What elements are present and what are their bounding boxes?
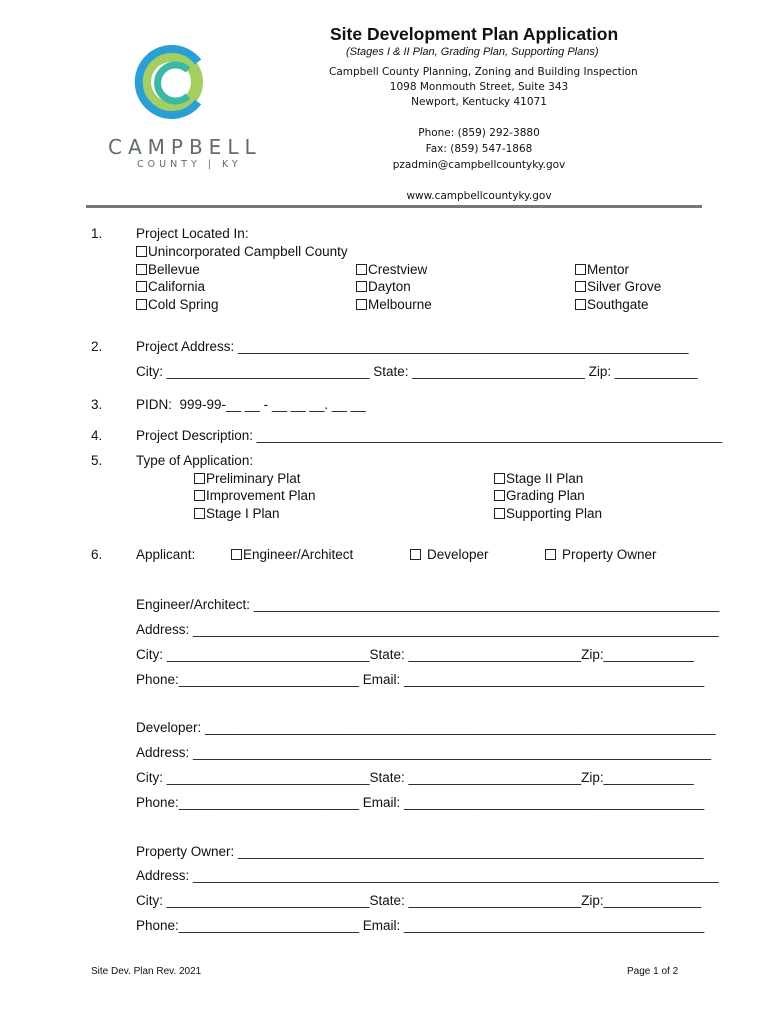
checkbox[interactable] [494,473,505,484]
project-city-state-zip-field[interactable]: City: ___________________________ State: _______________________ Zip: ___________ [136,364,698,379]
checkbox[interactable] [136,299,147,310]
checkbox[interactable] [136,264,147,275]
section-1-number: 1. [91,226,103,241]
page-subtitle: (Stages I & II Plan, Grading Plan, Supporting Plans) [346,46,599,58]
pidn-field[interactable]: PIDN: 999-99-__ __ - __ __ __. __ __ [136,397,366,412]
owner-address-field[interactable]: Address: ______________________________________________________________________ [136,868,719,883]
developer-address-field[interactable]: Address: _____________________________________________________________________ [136,745,712,760]
option-unincorporated[interactable]: Unincorporated Campbell County [136,244,348,259]
option-stage-2-plan[interactable]: Stage II Plan [494,471,583,486]
checkbox[interactable] [194,490,205,501]
option-southgate[interactable]: Southgate [575,297,649,312]
section-4-number: 4. [91,428,103,443]
engineer-name-field[interactable]: Engineer/Architect: ______________________________________________________________ [136,597,720,612]
footer-revision: Site Dev. Plan Rev. 2021 [91,966,202,977]
project-description-field[interactable]: Project Description: ______________________________________________________________ [136,428,723,443]
checkbox[interactable] [231,549,242,560]
checkbox[interactable] [194,508,205,519]
option-supporting-plan[interactable]: Supporting Plan [494,506,602,521]
option-preliminary-plat[interactable]: Preliminary Plat [194,471,301,486]
logo-subtitle: COUNTY | KY [137,159,242,170]
section-5-number: 5. [91,453,103,468]
option-crestview[interactable]: Crestview [356,262,427,277]
owner-phone-email-field[interactable]: Phone:________________________ Email: ________________________________________ [136,918,705,933]
option-developer[interactable]: Developer [410,547,489,562]
checkbox[interactable] [194,473,205,484]
option-improvement-plan[interactable]: Improvement Plan [194,488,316,503]
project-address-field[interactable]: Project Address: ____________________________________________________________ [136,339,689,354]
owner-city-state-zip-field[interactable]: City: ___________________________State: _______________________Zip:_____________ [136,893,702,908]
developer-name-field[interactable]: Developer: ____________________________________________________________________ [136,720,716,735]
office-fax: Fax: (859) 547-1868 [425,143,533,155]
developer-phone-email-field[interactable]: Phone:________________________ Email: ________________________________________ [136,795,705,810]
logo-wordmark: CAMPBELL [108,135,262,159]
checkbox[interactable] [545,549,556,560]
office-phone: Phone: (859) 292-3880 [418,127,540,139]
office-street: 1098 Monmouth Street, Suite 343 [389,81,569,93]
engineer-address-field[interactable]: Address: ______________________________________________________________________ [136,622,719,637]
section-6-number: 6. [91,547,103,562]
option-bellevue[interactable]: Bellevue [136,262,200,277]
engineer-city-state-zip-field[interactable]: City: ___________________________State: _______________________Zip:____________ [136,647,694,662]
checkbox[interactable] [575,281,586,292]
checkbox[interactable] [575,264,586,275]
checkbox[interactable] [494,490,505,501]
checkbox[interactable] [356,264,367,275]
option-silver-grove[interactable]: Silver Grove [575,279,661,294]
developer-city-state-zip-field[interactable]: City: ___________________________State: _______________________Zip:____________ [136,770,694,785]
option-dayton[interactable]: Dayton [356,279,411,294]
checkbox[interactable] [136,281,147,292]
option-stage-1-plan[interactable]: Stage I Plan [194,506,280,521]
owner-name-field[interactable]: Property Owner: ______________________________________________________________ [136,844,704,859]
option-mentor[interactable]: Mentor [575,262,629,277]
checkbox[interactable] [575,299,586,310]
office-name: Campbell County Planning, Zoning and Building Inspection [329,66,638,78]
office-email: pzadmin@campbellcountyky.gov [392,159,566,171]
section-1-label: Project Located In: [136,226,249,241]
page-title: Site Development Plan Application [330,24,619,44]
footer-page-number: Page 1 of 2 [627,966,679,977]
logo-teal-arc [158,65,188,101]
option-melbourne[interactable]: Melbourne [356,297,432,312]
checkbox[interactable] [356,299,367,310]
option-cold-spring[interactable]: Cold Spring [136,297,219,312]
section-2-number: 2. [91,339,103,354]
checkbox[interactable] [494,508,505,519]
office-website: www.campbellcountyky.gov [406,190,552,202]
header-divider [86,205,702,208]
section-3-number: 3. [91,397,103,412]
option-engineer-architect[interactable]: Engineer/Architect [231,547,353,562]
checkbox[interactable] [356,281,367,292]
option-california[interactable]: California [136,279,205,294]
section-6-label: Applicant: [136,547,196,562]
office-city: Newport, Kentucky 41071 [411,96,547,108]
option-property-owner[interactable]: Property Owner [545,547,657,562]
checkbox[interactable] [136,246,147,257]
engineer-phone-email-field[interactable]: Phone:________________________ Email: ________________________________________ [136,672,705,687]
checkbox[interactable] [410,549,421,560]
section-5-label: Type of Application: [136,453,254,468]
option-grading-plan[interactable]: Grading Plan [494,488,585,503]
